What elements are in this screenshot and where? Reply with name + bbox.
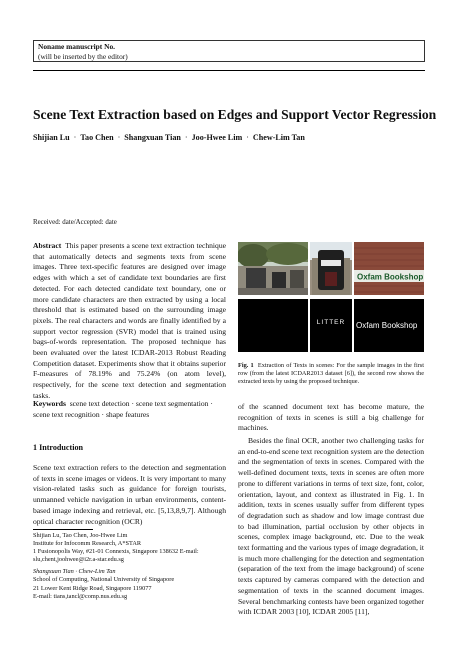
scene-photo-3: [354, 242, 424, 295]
manuscript-note: (will be inserted by the editor): [38, 52, 128, 61]
affiliation-line: Shijian Lu, Tao Chen, Joo-Hwee Lim: [33, 532, 128, 539]
paper-title: Scene Text Extraction based on Edges and Support Vector Regression: [33, 107, 437, 122]
segmented-result-3: [354, 299, 424, 352]
segmented-result-2: [310, 299, 352, 352]
affiliation-line: Institute for Infocomm Research, A*STAR: [33, 540, 142, 548]
affiliation-line: E-mail: tians,tancl@comp.nus.edu.sg: [33, 592, 128, 600]
header-rule: [33, 70, 425, 71]
author-separator: ·: [246, 133, 249, 142]
author-name: Shangxuan Tian: [124, 133, 181, 142]
figure-caption: [238, 362, 424, 387]
author-name: Joo-Hwee Lim: [191, 133, 243, 142]
abstract-text: This paper presents a scene text extraction technique that automatically detects and segments texts from scene images. Three text-specific features are designed over image edges with which a set of candidate text boundaries are first detected. For each detected candidate text boundary, one or more candidate characters are then extracted by using a local threshold that is estimated based on the surrounding image pixels. The real characters and words are finally identified by a support vector regression (SVR) model that is trained using bags-of-words representation. The proposed technique has been evaluated over the latest ICDAR-2013 Robust Reading Competition dataset. Experiments show that it obtains superior F-measures of 78.19% and 75.24% (on atom level), respectively, for the scene text detection and segmentation tasks.: [33, 241, 226, 400]
figure-label: Fig. 1: [238, 362, 254, 369]
affiliation-line: Shangxuan Tian · Chew-Lim Tan: [33, 568, 116, 576]
affiliation-line: 21 Lower Kent Ridge Road, Singapore 119077: [33, 584, 152, 592]
keywords-text: scene text detection · scene text segmentation · scene text recognition · shape features: [33, 399, 213, 419]
segmented-result-1: [238, 299, 308, 352]
author-name: Tao Chen: [80, 133, 114, 142]
segmented-text: LITTER: [316, 319, 346, 326]
keywords-label: Keywords: [33, 399, 66, 408]
abstract: [33, 241, 226, 402]
figure-1: [238, 242, 424, 353]
scene-photo-1-image: [238, 242, 308, 295]
body-paragraph: Besides the final OCR, another two challenging tasks for an end-to-end scene text recognition system are the detection and the segmentation of texts in scenes. Compared with the well-defined document texts, texts in scenes are often more prone to different variations in terms of text size, font, color, orientation, layout, and context as illustrated in Fig. 1. In addition, texts in scenes usually suffer from different types of degradation such as shadow and low image contrast due to bad illumination, partial occlusion by other objects in scenes, complex image background, etc. Due to the weak text formatting and the various types of image degradation, it is much more challenging for the detection and segmentation (separation of the text from the image background) of scene texts captured by cameras compared with the detection and segmentation of texts in the scanned document images. Several benchmarking contests have been organized together with ICDAR 2003 [10], ICDAR 2005 [11],: [238, 436, 424, 617]
body-text-continued: of the scanned document text has become mature, the recognition of texts in scenes is still a big challenge for machines.: [238, 402, 424, 433]
intro-text: Scene text extraction refers to the detection and segmentation of texts in scene images or videos. It is very important to many vision-related tasks such as guidance for foreign tourists, unmanned vehicle navigation in urban environments, content-based image indexing and retrieval, etc. [5,13,8,9,7]. Although optical character recognition (OCR): [33, 463, 226, 526]
scene-photo-1: [238, 242, 308, 295]
abstract-label: Abstract: [33, 241, 62, 250]
received-date: Received: date/Accepted: date: [33, 219, 117, 226]
manuscript-number: Noname manuscript No.: [38, 42, 115, 51]
keywords: [33, 399, 226, 420]
author-name: Shijian Lu: [33, 133, 70, 142]
footnote-rule: [33, 529, 93, 530]
section-heading: 1 Introduction: [33, 443, 83, 452]
shop-sign-text: Oxfam Bookshop: [357, 272, 424, 282]
manuscript-box: [33, 40, 425, 62]
author-separator: ·: [184, 133, 188, 142]
scene-photo-3-image: [354, 242, 424, 295]
segmented-text: Oxfam Bookshop: [356, 321, 418, 330]
scene-photo-2-image: [310, 242, 352, 295]
author-affiliations: [33, 532, 226, 601]
caption-text: Extraction of Texts in scenes: For the sample images in the first row (from the latest ICDAR2013 dataset [6]), the second row shows the extracted texts by using the proposed technique.: [238, 362, 424, 386]
affiliation-line: School of Computing, National University of Singapore: [33, 576, 175, 584]
author-list: [33, 133, 433, 142]
author-separator: ·: [73, 133, 77, 142]
author-separator: ·: [117, 133, 121, 142]
author-name: Chew-Lim Tan: [252, 133, 305, 142]
scene-photo-2: [310, 242, 352, 295]
affiliation-line: 1 Fusionopolis Way, #21-01 Connexis, Singapore 138632 E-mail: slu,chent,joohwee@i2r.a-star.edu.sg: [33, 548, 199, 564]
